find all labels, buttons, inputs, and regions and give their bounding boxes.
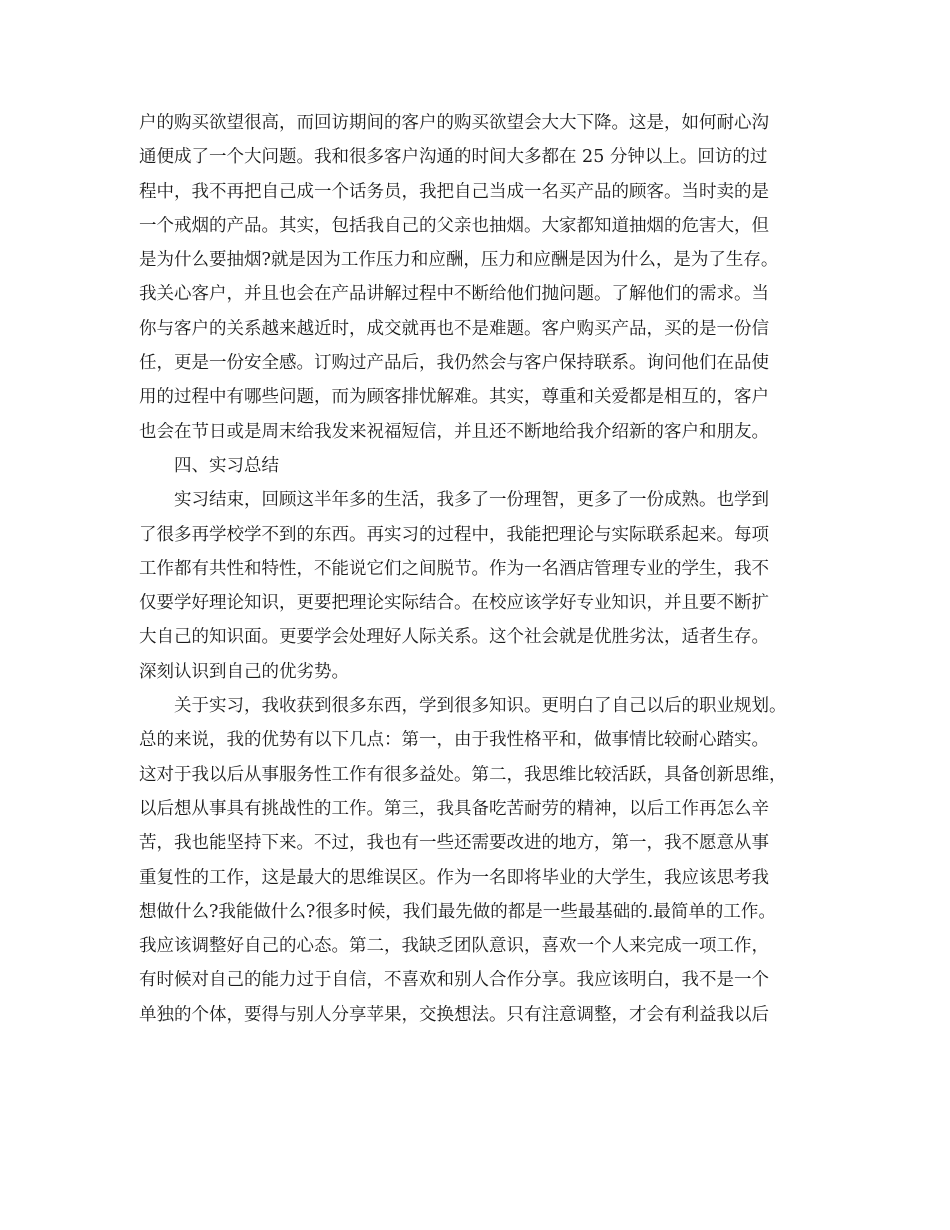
text-line: 通便成了一个大问题。我和很多客户沟通的时间大多都在 25 分钟以上。回访的过 xyxy=(139,147,768,168)
document-body xyxy=(139,106,819,1032)
text-line: 关于实习，我收获到很多东西，学到很多知识。更明白了自己以后的职业规划。 xyxy=(174,696,787,717)
text-line: 想做什么?我能做什么?很多时候，我们最先做的都是一些最基础的.最简单的工作。 xyxy=(139,901,776,922)
text-line: 我关心客户，并且也会在产品讲解过程中不断给他们抛问题。了解他们的需求。当 xyxy=(139,284,769,305)
text-line: 仅要学好理论知识，更要把理论实际结合。在校应该学好专业知识，并且要不断扩 xyxy=(139,593,769,614)
text-line: 也会在节日或是周末给我发来祝福短信，并且还不断地给我介绍新的客户和朋友。 xyxy=(139,421,769,442)
text-line: 户的购买欲望很高，而回访期间的客户的购买欲望会大大下降。这是，如何耐心沟 xyxy=(139,113,769,133)
text-line: 单独的个体，要得与别人分享苹果，交换想法。只有注意调整，才会有利益我以后 xyxy=(139,1004,769,1025)
text-line: 任，更是一份安全感。订购过产品后，我仍然会与客户保持联系。询问他们在品使 xyxy=(139,353,769,374)
text-line: 实习结束，回顾这半年多的生活，我多了一份理智，更多了一份成熟。也学到 xyxy=(174,490,769,511)
text-line: 我应该调整好自己的心态。第二，我缺乏团队意识，喜欢一个人来完成一项工作， xyxy=(139,936,769,957)
text-line: 一个戒烟的产品。其实，包括我自己的父亲也抽烟。大家都知道抽烟的危害大，但 xyxy=(139,215,769,236)
text-line: 工作都有共性和特性，不能说它们之间脱节。作为一名酒店管理专业的学生，我不 xyxy=(139,558,769,579)
text-line: 以后想从事具有挑战性的工作。第三，我具备吃苦耐劳的精神，以后工作再怎么辛 xyxy=(139,798,769,819)
text-line: 你与客户的关系越来越近时，成交就再也不是难题。客户购买产品，买的是一份信 xyxy=(139,318,769,339)
text-line: 四、实习总结 xyxy=(174,455,279,476)
text-line: 这对于我以后从事服务性工作有很多益处。第二，我思维比较活跃，具备创新思维， xyxy=(139,764,787,785)
text-line: 深刻认识到自己的优劣势。 xyxy=(139,661,349,682)
text-line: 重复性的工作，这是最大的思维误区。作为一名即将毕业的大学生，我应该思考我 xyxy=(139,867,769,888)
text-line: 大自己的知识面。更要学会处理好人际关系。这个社会就是优胜劣汰，适者生存。 xyxy=(139,627,769,648)
text-line: 有时候对自己的能力过于自信，不喜欢和别人合作分享。我应该明白，我不是一个 xyxy=(139,970,769,991)
text-line: 总的来说，我的优势有以下几点：第一，由于我性格平和，做事情比较耐心踏实。 xyxy=(139,730,769,751)
text-line: 程中，我不再把自己成一个话务员，我把自己当成一名买产品的顾客。当时卖的是 xyxy=(139,181,769,202)
text-line: 是为什么要抽烟?就是因为工作压力和应酬，压力和应酬是因为什么，是为了生存。 xyxy=(139,250,779,271)
text-line: 苦，我也能坚持下来。不过，我也有一些还需要改进的地方，第一，我不愿意从事 xyxy=(139,833,769,854)
text-line: 用的过程中有哪些问题，而为顾客排忧解难。其实，尊重和关爱都是相互的，客户 xyxy=(139,387,769,408)
text-line: 了很多再学校学不到的东西。再实习的过程中，我能把理论与实际联系起来。每项 xyxy=(139,524,769,545)
